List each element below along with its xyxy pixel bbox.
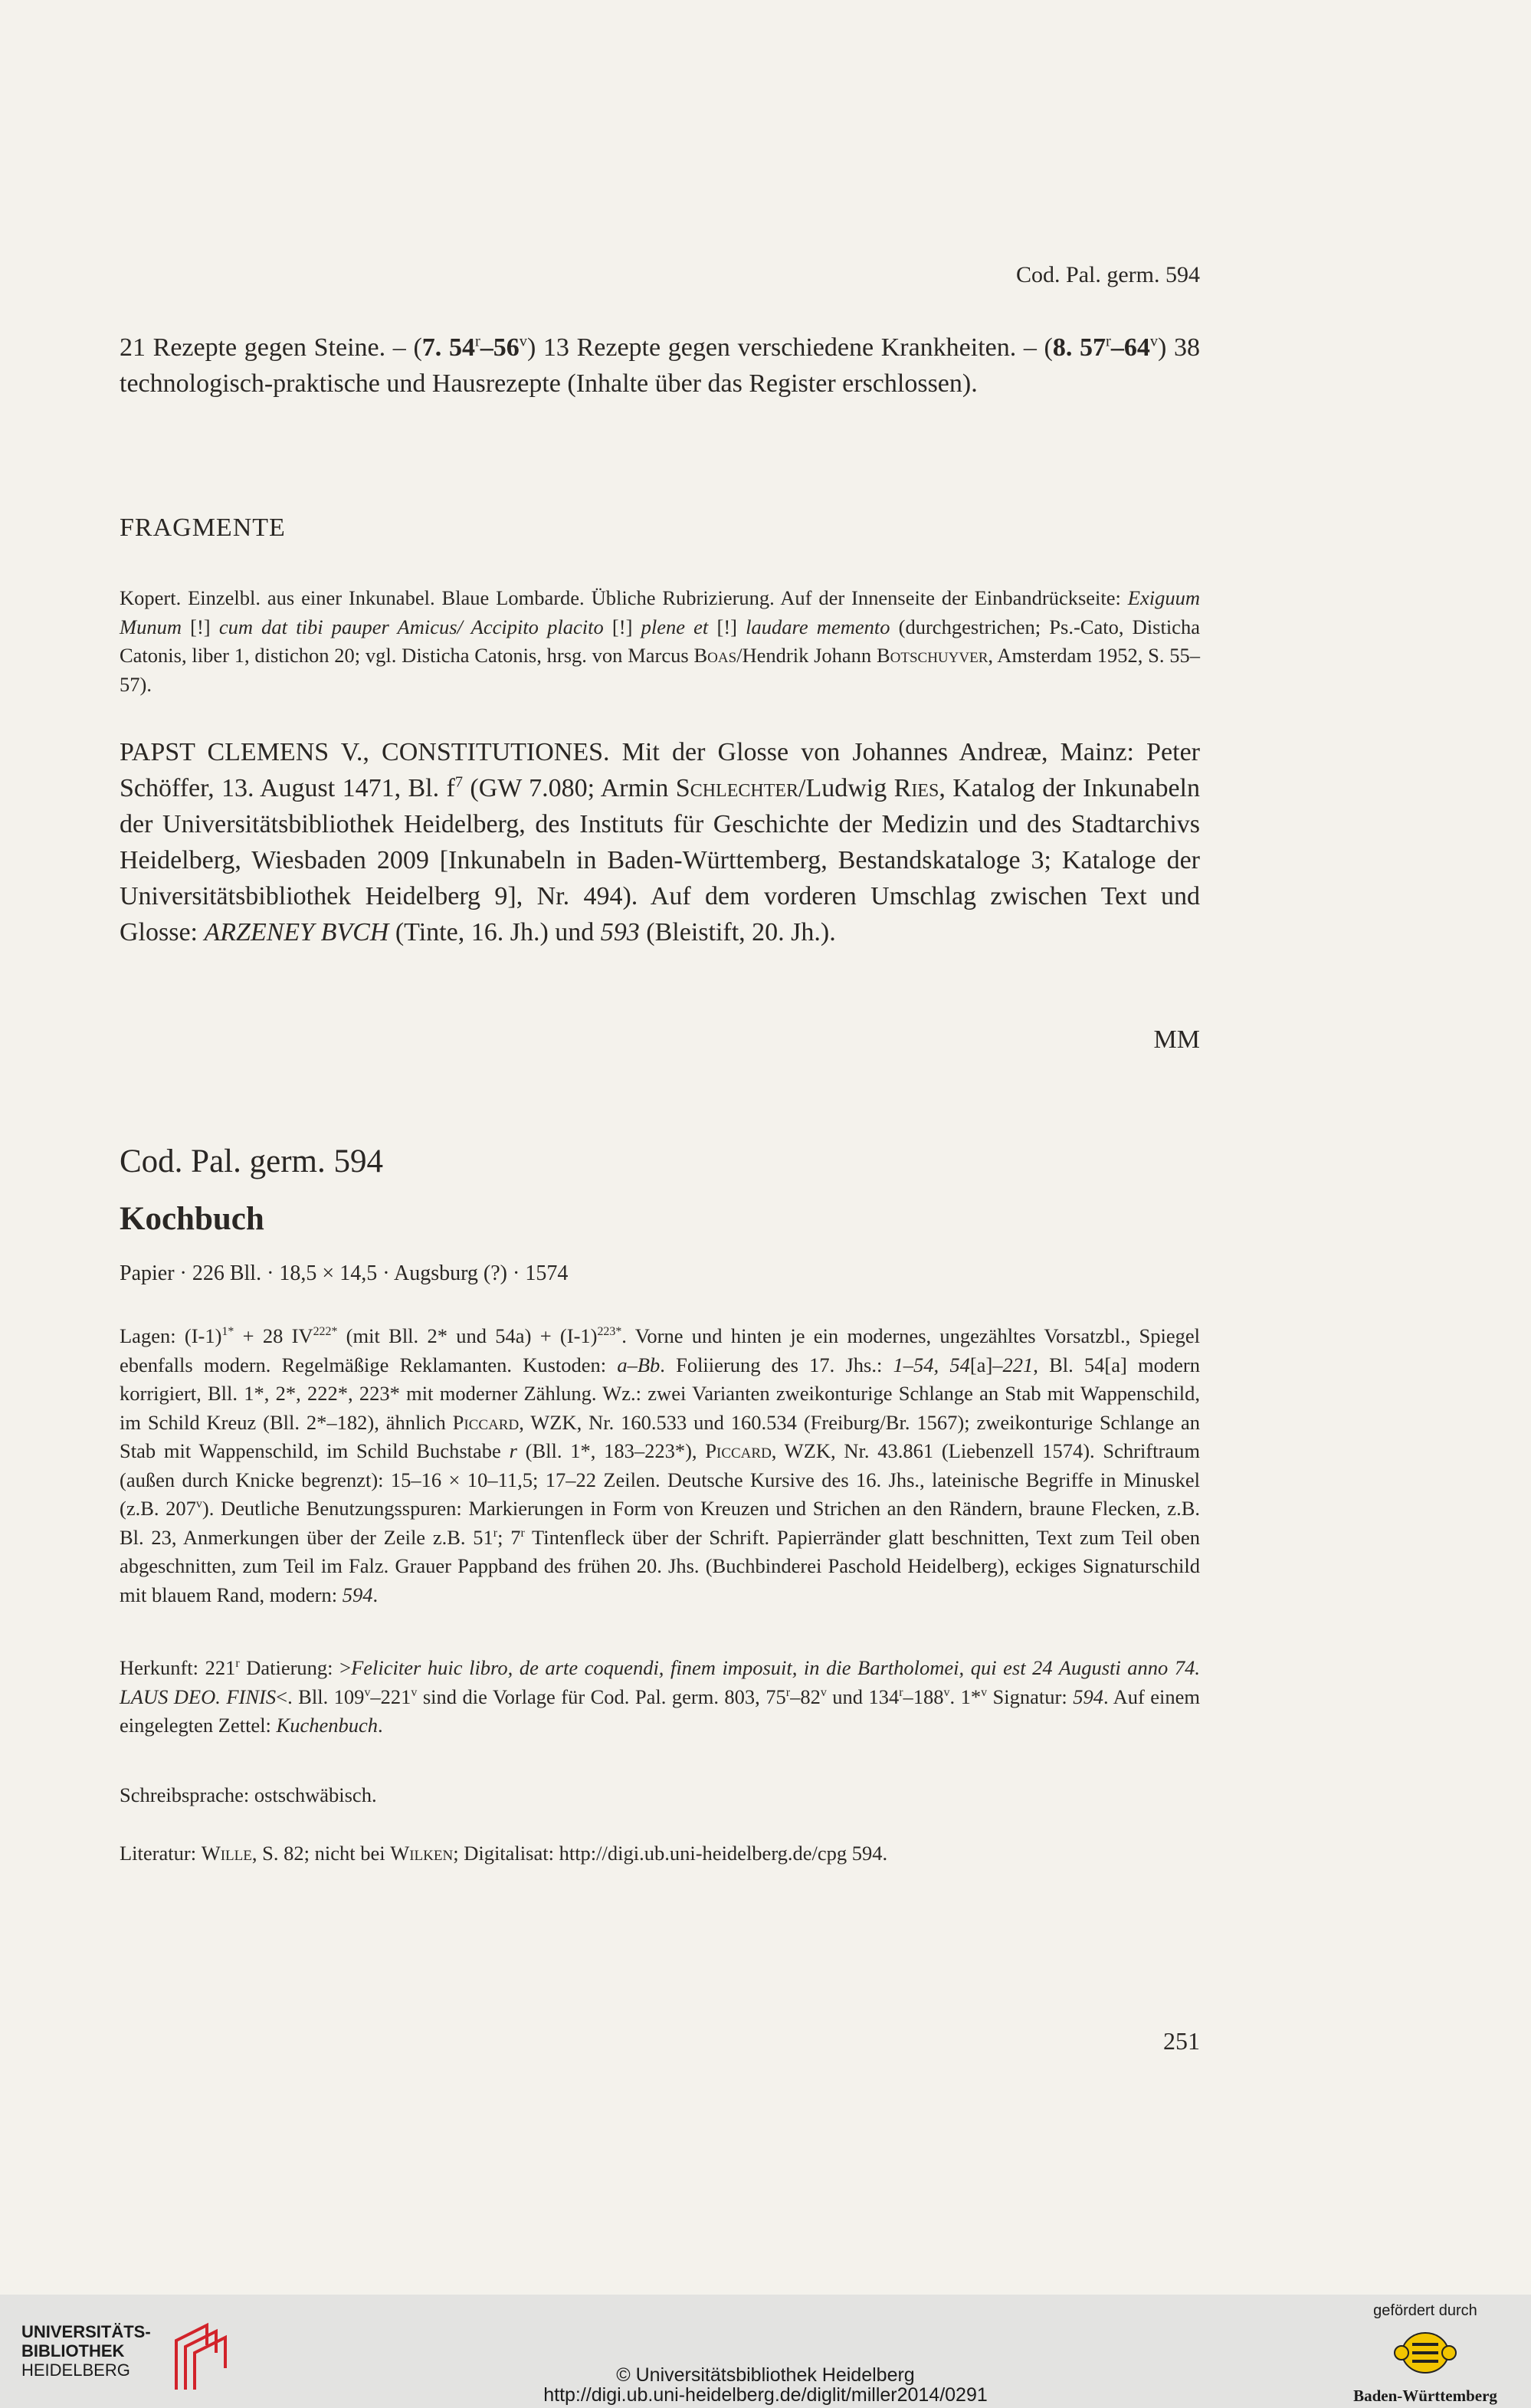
fragmente_text-run: Botschuyver (876, 644, 988, 667)
lagen-run: , Bl. 54[a] modern korrigiert, Bll. 1*, 2*, 222*, 223* mit moderner Zählung. Wz.: zwei Varianten zweikonturige Schlange an Stab mit Wappenschild, im Schild Kreuz (Bll. 2*–182), ähnlich (120, 1353, 1200, 1434)
papst_text-run: PAPST CLEMENS V., CONSTITUTIONES. Mit der Glosse von Johannes Andreæ, Mainz: Peter Schöffer, 13. August 1471, Bl. f (120, 738, 1200, 802)
lagen-run: 223* (597, 1325, 622, 1339)
lagen-run: , WZK, Nr. 160.533 und 160.534 (Freiburg/Br. 1567); zweikonturige Schlange an Stab mit Wappenschild, im Schild Buchstabe (120, 1410, 1200, 1462)
lagen-run: ; 7 (497, 1525, 521, 1549)
copyright-text: © Universitätsbibliothek Heidelberg (616, 2364, 915, 2386)
lagen-run: 1–54, 54 (893, 1353, 970, 1376)
intro-run: v (519, 333, 527, 350)
lagen-run: 594 (342, 1583, 373, 1606)
logo-line-2: BIBLIOTHEK (21, 2341, 125, 2360)
section-title: Cod. Pal. germ. 594 (120, 1143, 383, 1179)
lagen-paragraph (120, 1322, 1200, 1609)
fragmente_text-run: Exiguum Munum (120, 586, 1200, 638)
lagen-run: 222* (313, 1325, 338, 1339)
herkunft-run: Feliciter huic libro, de arte coquendi, finem imposuit, in die Bartholomei, qui est 24 Augusti anno 74. LAUS DEO. FINIS (120, 1656, 1201, 1708)
herkunft-run: v (981, 1685, 988, 1699)
section-subtitle: Kochbuch (120, 1201, 264, 1237)
herkunft-run: –82 (790, 1685, 821, 1708)
fragmente_text-run: plene et (641, 615, 709, 638)
herkunft-run: 594 (1073, 1685, 1103, 1708)
intro-run: r (1106, 333, 1111, 350)
logo-line-3: HEIDELBERG (21, 2360, 130, 2380)
intro-run: ) 38 technologisch-praktische und Hausrezepte (Inhalte über das Register erschlossen). (120, 333, 1201, 398)
herkunft-run: Signatur: (987, 1685, 1074, 1708)
herkunft-run: . Auf einem eingelegten Zettel: (120, 1685, 1201, 1737)
lagen-run: (mit Bll. 2* und 54a) + (I-1) (337, 1324, 598, 1347)
intro-paragraph (120, 330, 1200, 402)
intro-run: r (474, 333, 480, 350)
logo-line-1: UNIVERSITÄTS- (21, 2322, 151, 2341)
literatur-run: Wilken (390, 1842, 454, 1865)
herkunft-run: –188 (903, 1685, 944, 1708)
lagen-run: 221 (1002, 1353, 1034, 1376)
fragmente-text (120, 584, 1200, 699)
funder-label: gefördert durch (1373, 2302, 1477, 2319)
herkunft-run: und 134 (826, 1685, 900, 1708)
lagen-run: Piccard (705, 1439, 772, 1462)
lagen-run: r (493, 1526, 498, 1540)
lagen-run: , WZK, Nr. 43.861 (Liebenzell 1574). Schriftraum (außen durch Knicke begrenzt): 15–16 × 10–11,5; 17–22 Zeilen. Deutsche Kursive des 16. Jhs., lateinische Begriffe in Minuskel (z.B. 207 (120, 1439, 1200, 1520)
herkunft-run: v (943, 1685, 950, 1699)
intro-run: 8. 57 (1052, 333, 1106, 362)
page-number: 251 (1163, 2027, 1200, 2055)
herkunft-run: r (785, 1685, 791, 1699)
fragmente_text-run: [!] (603, 615, 641, 638)
fragmente_text-run: (durchgestrichen; Ps.-Cato, Disticha Catonis, liber 1, distichon 20; vgl. Disticha Catonis, hrsg. von Marcus (120, 615, 1200, 667)
lagen-run: . Foliierung des 17. Jhs.: (660, 1353, 893, 1376)
herkunft-run: –221 (370, 1685, 411, 1708)
fragmente_text-run: , Amsterdam 1952, S. 55–57). (120, 644, 1201, 696)
lagen-run: [a]– (969, 1353, 1003, 1376)
literatur-run: ; Digitalisat: http://digi.ub.uni-heidelberg.de/cpg 594. (453, 1842, 888, 1865)
lagen-run: v (195, 1498, 202, 1511)
papst_text-run: , Katalog der Inkunabeln der Universitätsbibliothek Heidelberg, des Instituts für Geschichte der Medizin und des Stadtarchivs Heidelberg, Wiesbaden 2009 [Inkunabeln in Baden-Württemberg, Bestandskataloge 3; Kataloge der Universitätsbibliothek Heidelberg 9], Nr. 494). Auf dem vorderen Umschlag zwischen Text und Glosse: (120, 774, 1200, 946)
fragmente_text-run: /Hendrik Johann (736, 644, 877, 667)
papst_text-run: 7 (454, 773, 464, 791)
lagen-run: r (520, 1526, 525, 1540)
papst_text-run: ARZENEY BVCH (204, 918, 389, 946)
lagen-run: Lagen: (I-1) (120, 1324, 222, 1347)
funder-badge[interactable] (1349, 2302, 1502, 2406)
herkunft-run: . (378, 1714, 383, 1737)
literatur-run: , S. 82; nicht bei (251, 1842, 391, 1865)
herkunft-run: r (899, 1685, 903, 1699)
physical-description: Papier · 226 Bll. · 18,5 × 14,5 · Augsburg (?) · 1574 (120, 1261, 569, 1285)
fragmente_text-run: cum dat tibi pauper Amicus/ Accipito placito (218, 615, 604, 638)
fragmente-heading: FRAGMENTE (120, 513, 286, 542)
papst_text-run: (Bleistift, 20. Jh.). (639, 918, 836, 946)
lagen-run: + 28 IV (234, 1324, 313, 1347)
herkunft-run: sind die Vorlage für Cod. Pal. germ. 803, 75 (417, 1685, 786, 1708)
lagen-run: Tintenfleck über der Schrift. Papierränder glatt beschnitten, Text zum Teil oben abgeschnitten, zum Teil im Falz. Grauer Pappband des frühen 20. Jhs. (Buchbinderei Paschold Heidelberg), eckiges Signaturschild mit blauem Rand, modern: (120, 1525, 1200, 1606)
author-initials: MM (1153, 1025, 1200, 1054)
papst_text-run: Ries (893, 774, 939, 802)
intro-run: v (1149, 333, 1159, 350)
papst_text-run: (Tinte, 16. Jh.) und (388, 918, 601, 946)
herkunft-run: <. Bll. 109 (276, 1685, 365, 1708)
herkunft-run: v (820, 1685, 827, 1699)
running-header: Cod. Pal. germ. 594 (1016, 262, 1200, 287)
papst_text-run: (GW 7.080; Armin (463, 774, 676, 802)
permalink-url[interactable]: http://digi.ub.uni-heidelberg.de/diglit/miller2014/0291 (543, 2384, 988, 2406)
lagen-run: ). Deutliche Benutzungsspuren: Markierungen in Form von Kreuzen und Strichen an den Rändern, braune Flecken, z.B. Bl. 23, Anmerkungen über der Zeile z.B. 51 (120, 1497, 1200, 1549)
herkunft-paragraph (120, 1654, 1200, 1740)
herkunft-run: r (235, 1657, 240, 1671)
herkunft-run: v (411, 1685, 418, 1699)
lagen-run: Piccard (452, 1410, 520, 1434)
literatur-paragraph (120, 1839, 1200, 1868)
lagen-run: a–Bb (617, 1353, 661, 1376)
fragmente_text-run: [!] (181, 615, 219, 638)
fragmente_text-run: Kopert. Einzelbl. aus einer Inkunabel. Blaue Lombarde. Übliche Rubrizierung. Auf der Innenseite der Einbandrückseite: (120, 586, 1128, 609)
literatur-run: Literatur: (120, 1842, 202, 1865)
lagen-run: 1* (221, 1325, 234, 1339)
state-crest-icon (1391, 2326, 1460, 2380)
papst_text-run: /Ludwig (798, 774, 894, 802)
herkunft-run: v (364, 1685, 371, 1699)
herkunft-run: . 1* (949, 1685, 982, 1708)
lagen-run: (Bll. 1*, 183–223*), (516, 1439, 706, 1462)
lagen-run: . (372, 1583, 379, 1606)
papst-paragraph (120, 734, 1200, 950)
fragmente_text-run: laudare memento (746, 615, 890, 638)
intro-run: 7. 54 (421, 333, 475, 362)
intro-run: –64 (1110, 333, 1150, 362)
herkunft-run: Herkunft: 221 (120, 1656, 236, 1679)
papst_text-run: Schlechter (675, 774, 799, 802)
literatur-run: Wille (201, 1842, 252, 1865)
intro-run: 21 Rezepte gegen Steine. – ( (120, 333, 422, 362)
intro-run: ) 13 Rezepte gegen verschiedene Krankheiten. – ( (526, 333, 1053, 362)
fragmente_text-run: Boas (693, 644, 737, 667)
papst_text-run: 593 (600, 918, 640, 946)
intro-run: –56 (480, 333, 520, 362)
herkunft-run: Kuchenbuch (276, 1714, 379, 1737)
herkunft-run: Datierung: > (239, 1656, 352, 1679)
lagen-run: r (509, 1439, 517, 1462)
schreibsprache: Schreibsprache: ostschwäbisch. (120, 1783, 377, 1806)
footer (0, 2295, 1531, 2408)
funder-name: Baden-Württemberg (1353, 2387, 1497, 2405)
fragmente_text-run: [!] (708, 615, 746, 638)
lagen-run: . Vorne und hinten je ein modernes, ungezähltes Vorsatzbl., Spiegel ebenfalls modern. Regelmäßige Reklamanten. Kustoden: (120, 1324, 1200, 1376)
